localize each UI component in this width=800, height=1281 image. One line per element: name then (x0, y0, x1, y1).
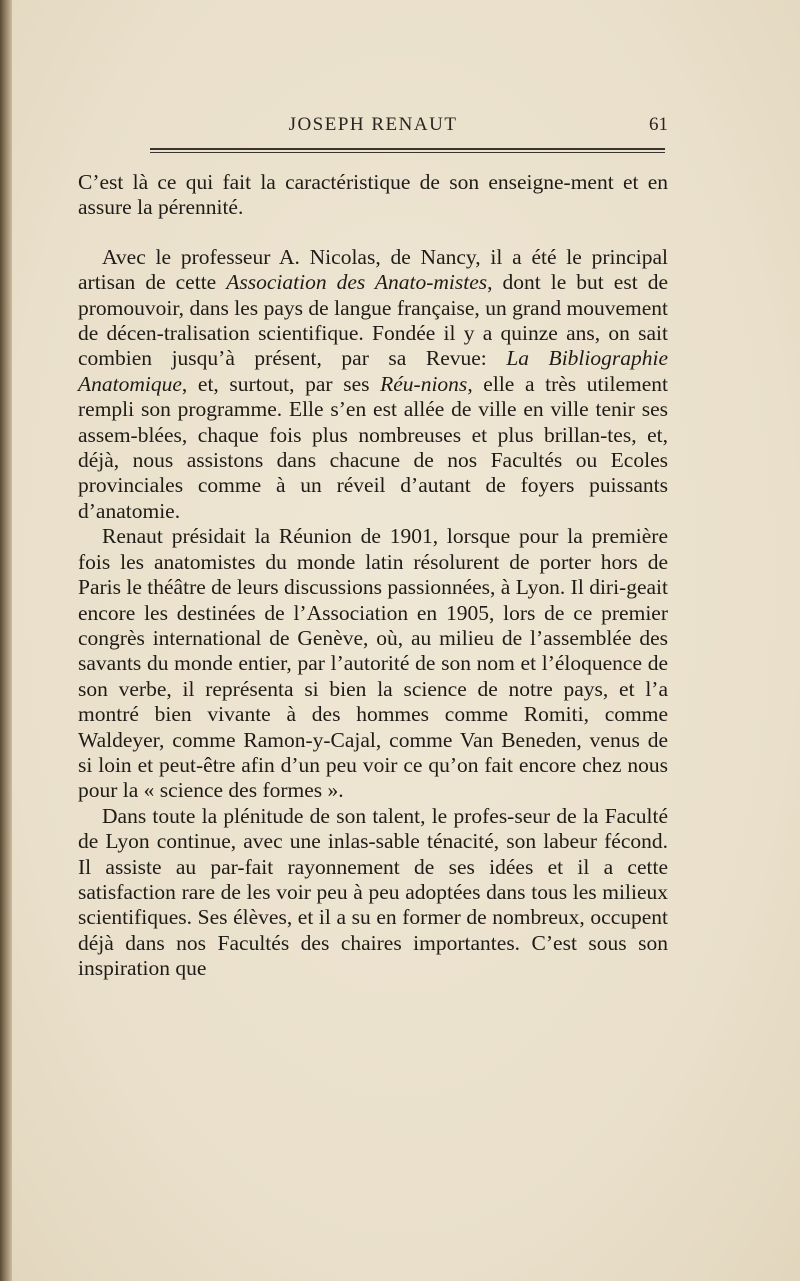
body-text (78, 170, 668, 982)
paragraph-1: C’est là ce qui fait la caractéristique de son enseigne-ment et en assure la pérennité. (78, 170, 668, 220)
paragraph-2-text-d: , elle a très utilement rempli son programme. Elle s’en est allée de ville en ville tenir ses assem-blées, chaque fois plus nombreuses et plus brillan-tes, et, déjà, nous assistons dans chacune de nos Facultés ou Ecoles provinciales comme à un réveil d’autant de foyers puissants d’anatomie. (78, 371, 669, 523)
paragraph-2-text-b: , dont le but est de promouvoir, dans les pays de langue française, un grand mouvement de décen-tralisation scientifique. Fondée il y a quinze ans, on sait combien jusqu’à présent, par sa Revue: (78, 270, 668, 371)
header-rule (150, 148, 665, 153)
italic-reunions: Réu-nions (380, 371, 468, 396)
paragraph-2 (78, 245, 668, 524)
paragraph-2-text-a: Avec le professeur A. Nicolas, de Nancy, il a été le principal artisan de cette (78, 244, 668, 295)
page-binding-edge (0, 0, 12, 1281)
running-title: JOSEPH RENAUT (288, 114, 458, 135)
italic-association-title: Association des Anato-mistes (226, 270, 488, 295)
paragraph-3: Renaut présidait la Réunion de 1901, lorsque pour la première fois les anatomistes du monde latin résolurent de porter hors de Paris le théâtre de leurs discussions passionnées, à Lyon. Il diri-geait encore les destinées de l’Association en 1905, lors de ce premier congrès international de Genève, où, au milieu de l’assemblée des savants du monde entier, par l’autorité de son nom et l’éloquence de son verbe, il représenta si bien la science de notre pays, et l’a montré bien vivante à des hommes comme Romiti, comme Waldeyer, comme Ramon-y-Cajal, comme Van Beneden, venus de si loin et peut-être afin d’un peu voir ce qu’on fait encore chez nous pour la « science des formes ». (78, 524, 668, 803)
running-head (78, 112, 668, 140)
page-number: 61 (649, 114, 668, 135)
paragraph-2-text-c: , et, surtout, par ses (181, 371, 381, 396)
italic-revue-title: La Bibliographie Anatomique (78, 346, 668, 396)
paragraph-4: Dans toute la plénitude de son talent, le profes-seur de la Faculté de Lyon continue, avec une inlas-sable ténacité, son labeur fécond. Il assiste au par-fait rayonnement de ses idées et il a cette satisfaction rare de les voir peu à peu adoptées dans tous les milieux scientifiques. Ses élèves, et il a su en former de nombreux, occupent déjà dans nos Facultés des chaires importantes. C’est sous son inspiration que (78, 803, 668, 981)
